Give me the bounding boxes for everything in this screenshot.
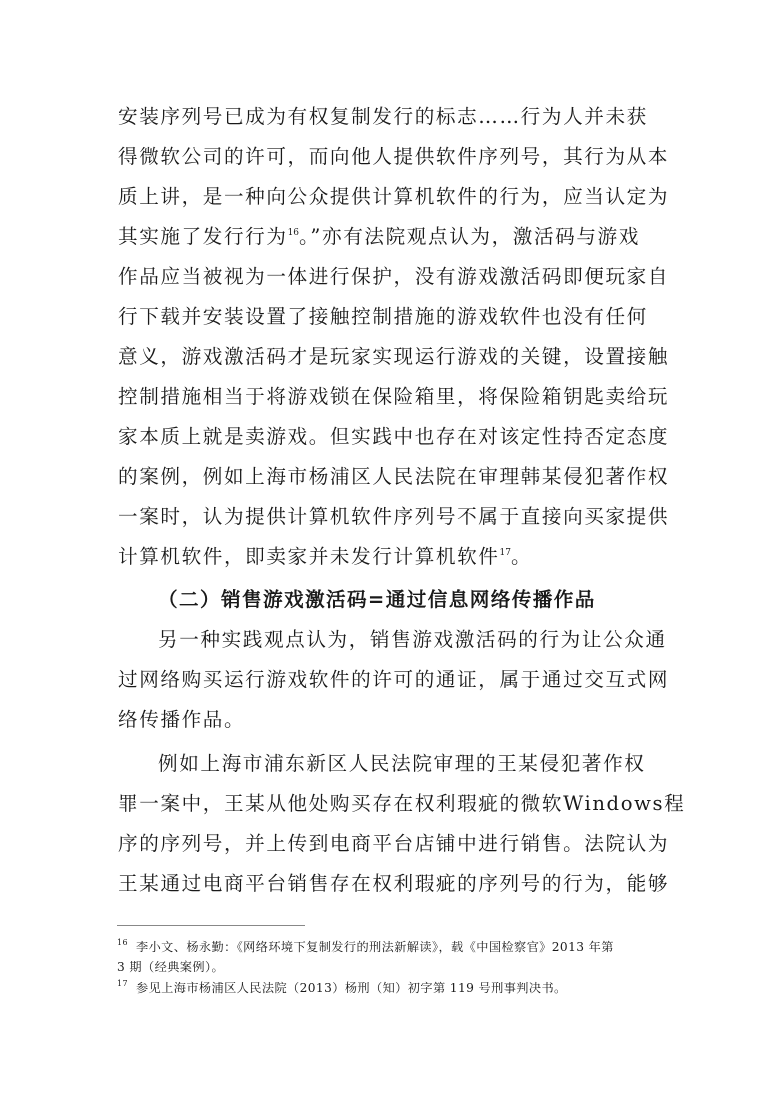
body-line-4: 其实施了发行行为$^{16}$。”亦有法院观点认为，激活码与游戏 [118,225,640,248]
body-line-9: 家本质上就是卖游戏。但实践中也存在对该定性持否定态度 [118,425,670,448]
body-line-11: 一案时，认为提供计算机软件序列号不属于直接向买家提供 [118,505,670,528]
body-line-1: 安装序列号已成为有权复制发行的标志……行为人并未获 [118,105,648,128]
footnote-17: $^{17}$ 参见上海市杨浦区人民法院（2013）杨刑（知）初字第 119 号刑事判决书。 [117,979,567,995]
body-line-7: 意义，游戏激活码才是玩家实现运行游戏的关键，设置接触 [118,345,670,368]
footnote-ref-17: 17 [499,548,511,558]
para2-line-1: 另一种实践观点认为，销售游戏激活码的行为让公众通 [158,628,667,651]
body-line-5: 作品应当被视为一体进行保护，没有游戏激活码即便玩家自 [118,265,670,288]
section-heading: （二）销售游戏激活码=通过信息网络传播作品 [158,588,596,611]
para3-line-3: 序的序列号，并上传到电商平台店铺中进行销售。法院认为 [118,832,670,855]
body-line-2: 得微软公司的许可，而向他人提供软件序列号，其行为从本 [118,145,670,168]
body-line-3: 质上讲，是一种向公众提供计算机软件的行为，应当认定为 [118,185,670,208]
footnote-16-cont: 3 期（经典案例）。 [117,960,225,974]
body-line-8: 控制措施相当于将游戏锁在保险箱里，将保险箱钥匙卖给玩 [118,385,670,408]
footnote-16: $^{16}$ 李小文、杨永勤：《网络环境下复制发行的刑法新解读》，载《中国检察官》2013 年第 [117,938,614,954]
body-line-10: 的案例，例如上海市杨浦区人民法院在审理韩某侵犯著作权 [118,465,670,488]
body-line-6: 行下载并安装设置了接触控制措施的游戏软件也没有任何 [118,305,648,328]
footnote-ref-16: 16 [287,228,300,238]
body-line-12: 计算机软件，即卖家并未发行计算机软件$^{17}$。 [118,545,533,568]
para3-line-1: 例如上海市浦东新区人民法院审理的王某侵犯著作权 [158,752,646,775]
para2-line-2: 过网络购买运行游戏软件的许可的通证，属于通过交互式网 [118,668,670,691]
para3-line-4: 王某通过电商平台销售存在权利瑕疵的序列号的行为，能够 [118,872,670,895]
para2-line-3: 络传播作品。 [118,708,246,731]
footnote-separator [117,925,305,926]
para3-line-2: 罪一案中，王某从他处购买存在权利瑕疵的微软Windows程 [118,792,686,815]
